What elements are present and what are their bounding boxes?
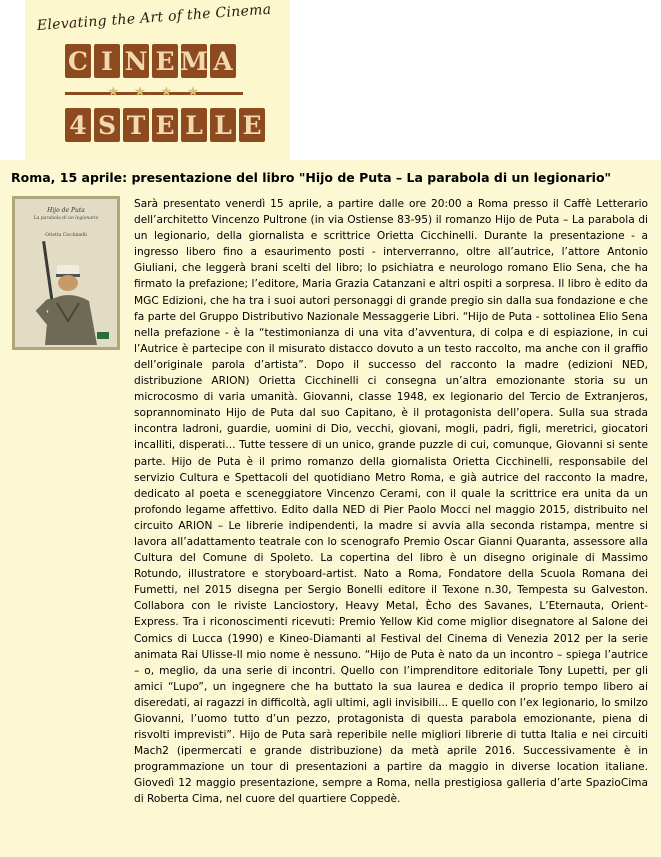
article-paragraph: Sarà presentato venerdì 15 aprile, a partire dalle ore 20:00 a Roma presso il Caffè Letterario dell’architetto Vincenzo Pultrone (in via Ostiense 83-95) il romanzo Hijo de Puta – La parabola di un legionario, della giornalista e scrittrice Orietta Cicchinelli. Durante la presentazione - a ingresso libero fino a esaurimento posti - interverranno, oltre all’autrice, l’attore Antonio Giuliani, che leggerà brani scelti del libro; lo psichiatra e neurologo romano Elio Sena, che ha firmato la prefazione; l’editore, Maria Grazia Catanzani e altri ospiti a sorpresa. Il libro è edito da MGC Edizioni, che ha tra i suoi autori personaggi di grande pregio sin dalla sua fondazione e che fa parte del Gruppo Distributivo Nazionale Messaggerie Libri. “Hijo de Puta - sottolinea Elio Sena nella prefazione - è la “testimonianza di una vita d’avventura, di colpa e di espiazione, in cui l’Autrice è partecipe con il misurato distacco dovuto a un testo raccolto, ma anche con il graffio dell’originale parola d’artista”. Dopo il successo del racconto la madre (edizioni NED, distribuzione ARION) Orietta Cicchinelli ci consegna un’altra emozionante storia su un microcosmo di varia umanità. Giovanni, classe 1948, ex legionario del Tercio de Extranjeros, soprannominato Hijo de Puta dal suo Capitano, è il protagonista dell’opera. Sulla sua strada incontra ladroni, guardie, uomini di Dio, vecchi, giovani, mogli, padri, figli, meretrici, giocatori incalliti, disperati... Tutte tessere di un unico, grande puzzle di cui, comunque, Giovanni si sente parte. Hijo de Puta è il primo romanzo della giornalista Orietta Cicchinelli, responsabile del servizio Cultura e Spettacoli del quotidiano Metro Roma, e già autrice del racconto la madre, dedicato al poeta e sceneggiatore Vincenzo Cerami, con il quale la scrittrice era unita da un profondo legame affettivo. Edito dalla NED di Pier Paolo Mocci nel maggio 2015, distribuito nel circuito ARION – Le librerie indipendenti, la madre si avvia alla seconda ristampa, mentre si lavora all’adattamento teatrale con lo scenografo Premio Oscar Gianni Quaranta, assessore alla Cultura del Comune di Spoleto. La copertina del libro è un disegno originale di Massimo Rotundo, illustratore e storyboard-artist. Nato a Roma, Fondatore della Scuola Romana dei Fumetti, nel 2015 disegna per Sergio Bonelli editore il Texone n.30, Tempesta su Galveston. Collabora con le riviste Lanciostory, Heavy Metal, Ècho des Savanes, L’Eternauta, Orient-Express. Tra i riconoscimenti ricevuti: Premio Yellow Kid come miglior disegnatore al Salone dei Comics di Lucca (1990) e Kineo-Diamanti al Festival del Cinema di Venezia 2012 per la serie animata Rai Ulisse-Il mio nome è nessuno. “Hijo de Puta è nato da un incontro – spiega l’autrice – o, meglio, da una serie di incontri. Quello con l’imprenditore editoriale Tony Lupetti, per gli amici “Lupo”, un ingegnere che ha buttato la sua laurea e dedica il proprio tempo libero ai diseredati, ai ragazzi in difficoltà, agli ultimi, agli invisibili... E quello con l’ex legionario, lo smilzo Giovanni, l’uomo tutto d’un pezzo, protagonista di questa parabola emozionante, piena di risvolti imprevisti”. Hijo de Puta sarà reperibile nelle migliori librerie di tutta Italia e nei circuiti Mach2 (ipermercati e grande distribuzione) da metà aprile 2016. Successivamente è in programmazione un tour di presentazioni a partire da maggio in diverse location italiane. Giovedì 12 maggio presentazione, sempre a Roma, nella prestigiosa galleria d’arte SpazioCima di Roberta Cima, nel cuore del quartiere Coppedè. (134, 198, 648, 806)
logo-letter: E (239, 108, 265, 142)
star-icon: ★ (107, 84, 120, 100)
publisher-logo-icon (97, 332, 109, 339)
cover-subtitle: La parabola di un legionario (33, 216, 99, 221)
logo-tagline: Elevating the Art of the Cinema (36, 1, 272, 34)
logo-letter: N (123, 44, 149, 78)
cover-author: Orietta Cicchinelli (45, 233, 87, 238)
site-logo[interactable] (25, 0, 290, 160)
logo-letter: T (123, 108, 149, 142)
article (0, 160, 661, 857)
logo-letter: L (210, 108, 236, 142)
logo-letter: L (181, 108, 207, 142)
logo-letter: E (152, 44, 178, 78)
article-body (134, 196, 648, 808)
logo-word-cinema (65, 44, 239, 78)
logo-letter: S (94, 108, 120, 142)
logo-word-4stelle (65, 108, 268, 142)
star-icon: ★ (186, 84, 200, 100)
logo-letter: E (152, 108, 178, 142)
logo-letter: M (181, 44, 207, 78)
article-headline: Roma, 15 aprile: presentazione del libro "Hijo de Puta – La parabola di un legionario" (11, 170, 612, 185)
cover-title: Hijo de Puta (47, 207, 85, 214)
star-icon: ★ (133, 84, 147, 100)
legionnaire-illustration-icon (27, 241, 107, 345)
logo-letter: I (94, 44, 120, 78)
logo-stars (107, 84, 199, 100)
star-icon: ★ (160, 84, 173, 100)
logo-letter: C (65, 44, 91, 78)
logo-letter: A (210, 44, 236, 78)
book-cover-image[interactable] (12, 196, 120, 350)
logo-letter: 4 (65, 108, 91, 142)
